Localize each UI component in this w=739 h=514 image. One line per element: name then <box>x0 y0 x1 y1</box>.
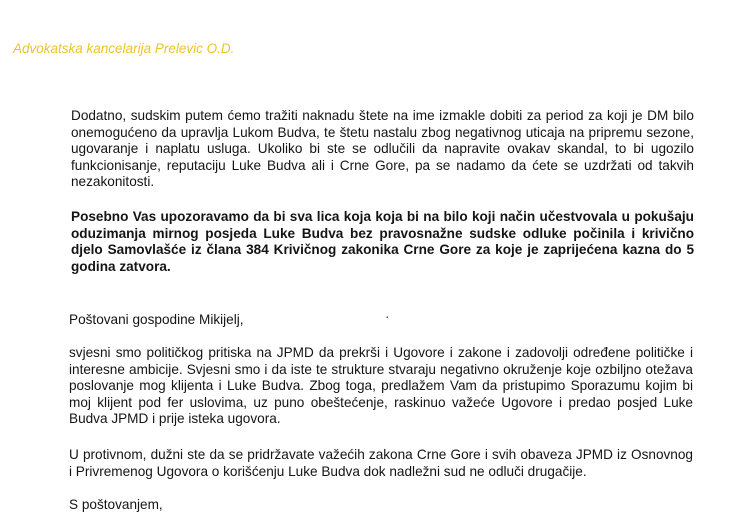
closing-salutation: S poštovanjem, <box>69 497 163 512</box>
paragraph-obligations: U protivnom, dužni ste da se pridržavate važećih zakona Crne Gore i svih obaveza JPMD iz Osnovnog i Privremenog Ugovora o korišćenju Luke Budva dok nadležni sud ne odluči drugačije. <box>69 447 693 479</box>
paragraph-damages: Dodatno, sudskim putem ćemo tražiti naknadu štete na ime izmakle dobiti za period za koji je DM bilo onemogućeno da upravlja Lukom Budva, te štetu nastalu zbog negativnog uticaja na pripremu sezone, ugovaranje i naplatu usluga. Ukoliko bi ste se odlučili da napravite ovakav skandal, to bi ugozilo funkcionisanje, reputaciju Luke Budva ali i Crne Gore, pa se nadamo da ćete se uzdržati od takvih nezakonitosti. <box>71 108 694 190</box>
stray-mark: · <box>385 309 390 324</box>
paragraph-warning-bold: Posebno Vas upozoravamo da bi sva lica koja koja bi na bilo koji način učestvovala u pokušaju oduzimanja mirnog posjeda Luke Budva bez pravosnažne sudske odluke počinila i krivično djelo Samovlašće iz člana 384 Krivičnog zakonika Crne Gore za koje je zaprijećena kazna do 5 godina zatvora. <box>71 209 694 274</box>
greeting-line <box>69 309 709 329</box>
paragraph-proposal: svjesni smo političkog pritiska na JPMD da prekrši i Ugovore i zakone i zadovolji određene političke i interesne ambicije. Svjesni smo i da iste te strukture stvaraju negativno okruženje koje ozbiljno otežava poslovanje mog klijenta i Luke Budva. Zbog toga, predlažem Vam da pristupimo Sporazumu kojim bi moj klijent pod fer uslovima, uz puno obeštećenje, raskinuo važeće Ugovore i predao posjed Luke Budva JPMD i prije isteka ugovora. <box>69 345 693 427</box>
greeting-text: Poštovani gospodine Mikijelj, <box>69 312 244 327</box>
law-firm-header: Advokatska kancelarija Prelevic O.D. <box>13 41 235 56</box>
